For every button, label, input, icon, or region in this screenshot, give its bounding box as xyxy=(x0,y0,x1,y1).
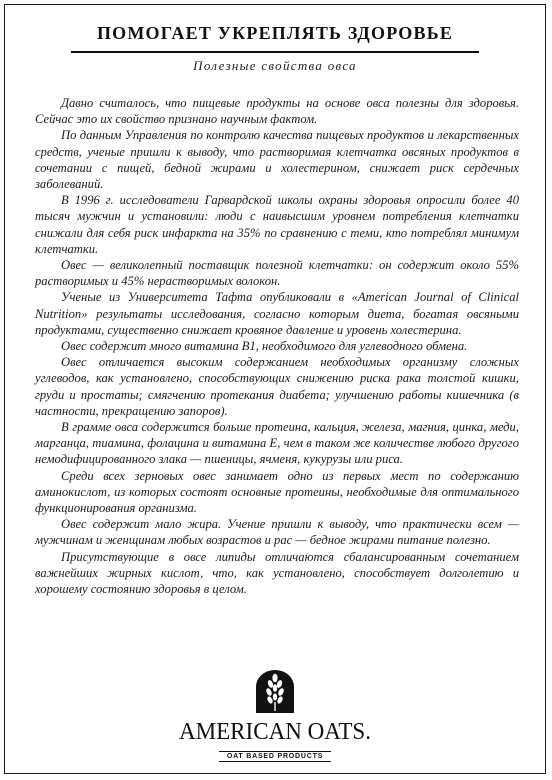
paragraph: Овес — великолепный поставщик полезной клетчатки: он содержит около 55% растворимых и 45% нерастворимых волокон. xyxy=(35,258,519,289)
paragraph: В 1996 г. исследователи Гарвардской школы охраны здоровья опросили более 40 тысяч мужчин и установили: люди с наивысшим уровнем потребления клетчатки снижали для себя риск инфаркта на 35% по сравнению с теми, кто потреблял минимум клетчатки. xyxy=(35,193,519,256)
paragraph: Овес содержит много витамина B1, необходимого для углеводного обмена. xyxy=(61,339,468,354)
paragraph: Овес отличается высоким содержанием необходимых организму сложных углеводов, как установлено, способствующих снижению риска рака толстой кишки, груди и простаты; смягчению протекания диабета; улучшению работы кишечника (в частности, прекращению запоров). xyxy=(35,355,519,418)
paragraph: Овес содержит мало жира. Учение пришли к выводу, что практически всем — мужчинам и женщинам любых возрастов и рас — бедное жирами питание полезно. xyxy=(35,517,519,548)
paragraph: Ученые из Университета Тафта опубликовали в «American Journal of Clinical Nutrition» результаты исследования, согласно которым диета, богатая овсяными продуктами, существенно снижает кровяное давление и уровень холестерина. xyxy=(35,290,519,337)
title-divider xyxy=(71,51,479,53)
paragraph: Присутствующие в овсе липиды отличаются сбалансированным сочетанием важнейших жирных кислот, что, как установлено, способствует долголетию и хорошему состоянию здоровья в целом. xyxy=(35,549,519,597)
article-body xyxy=(35,95,519,597)
page-title: ПОМОГАЕТ УКРЕПЛЯТЬ ЗДОРОВЬЕ xyxy=(96,23,454,43)
paragraph: Давно считалось, что пищевые продукты на основе овса полезны для здоровья. Сейчас это их свойство признано научным фактом. xyxy=(35,96,519,127)
paragraph: В грамме овса содержится больше протеина, кальция, железа, магния, цинка, меди, марганца, тиамина, фолацина и витамина E, чем в таком же количестве любого другого немодифицированного злака — пшеницы, ячменя, кукурузы или риса. xyxy=(35,420,519,467)
brand-tagline: OAT BASED PRODUCTS xyxy=(219,751,331,762)
paragraph: По данным Управления по контролю качества пищевых продуктов и лекарственных средств, ученые пришли к выводу, что растворимая клетчатка овсяных продуктов в сочетании с пищей, бедной жирами и холестерином, снижает риск сердечных заболеваний. xyxy=(35,128,519,192)
page-subtitle: Полезные свойства овса xyxy=(193,58,357,73)
document-page xyxy=(4,4,546,774)
oat-grain-emblem-icon xyxy=(252,669,298,717)
brand-name: AMERICAN OATS. xyxy=(178,719,371,745)
brand-logo xyxy=(5,669,545,763)
paragraph: Среди всех зерновых овес занимает одно из первых мест по содержанию аминокислот, из которых состоят основные протеины, необходимые для оптимального функционирования организма. xyxy=(35,468,519,516)
